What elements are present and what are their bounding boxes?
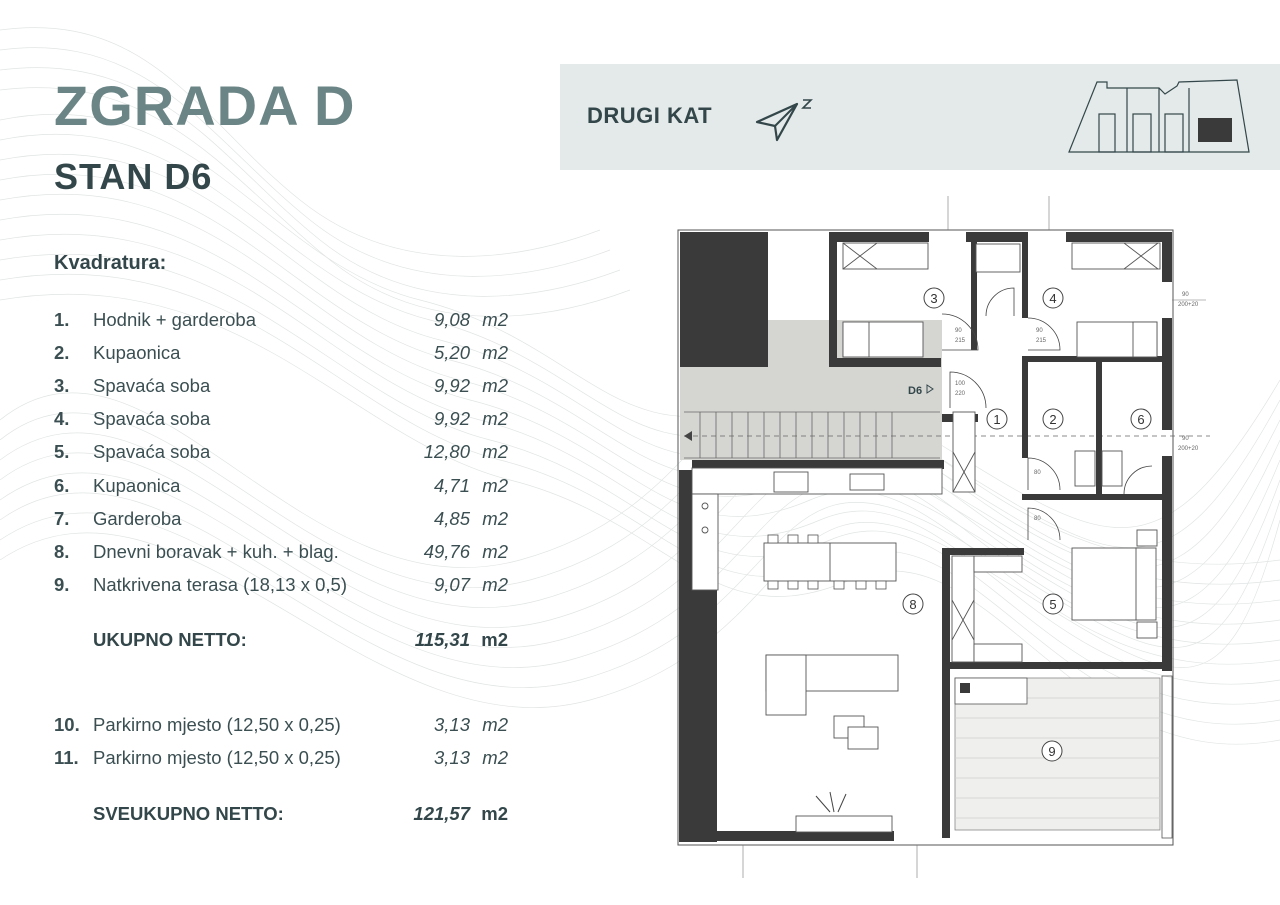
parking-number: 11. bbox=[54, 747, 79, 768]
door-label: 220 bbox=[955, 391, 966, 397]
room-row bbox=[54, 475, 508, 501]
door-label: 100 bbox=[955, 381, 966, 387]
room-number-1: 1 bbox=[993, 412, 1001, 427]
grand-total-unit: m2 bbox=[481, 803, 508, 824]
floor-plan bbox=[672, 190, 1212, 880]
net-total-value: 115,31 bbox=[414, 629, 470, 650]
parking-area: 3,13 bbox=[433, 714, 470, 735]
room-number: 5. bbox=[54, 441, 70, 462]
room-name: Dnevni boravak + kuh. + blag. bbox=[93, 541, 339, 562]
room-number-9: 9 bbox=[1048, 744, 1056, 759]
room-unit: m2 bbox=[482, 309, 508, 330]
room-area: 4,85 bbox=[433, 508, 470, 529]
net-total-unit: m2 bbox=[481, 629, 508, 650]
grand-total-value: 121,57 bbox=[413, 803, 470, 824]
window-label: 90 bbox=[1182, 436, 1189, 442]
room-area: 12,80 bbox=[423, 441, 470, 462]
room-row bbox=[54, 309, 508, 335]
room-unit: m2 bbox=[482, 475, 508, 496]
room-row bbox=[54, 441, 508, 467]
wall-block bbox=[680, 232, 768, 367]
window-label: 200+20 bbox=[1178, 446, 1199, 452]
room-number: 1. bbox=[54, 309, 70, 330]
door-label: 80 bbox=[1034, 470, 1041, 476]
room-name: Kupaonica bbox=[93, 342, 181, 363]
room-name: Hodnik + garderoba bbox=[93, 309, 257, 330]
room-area: 9,92 bbox=[433, 375, 470, 396]
room-number: 4. bbox=[54, 408, 70, 429]
window-label: 90 bbox=[1182, 292, 1189, 298]
parking-row bbox=[54, 747, 508, 773]
parking-area: 3,13 bbox=[433, 747, 470, 768]
room-number-2: 2 bbox=[1049, 412, 1057, 427]
door-label: 80 bbox=[1034, 516, 1041, 522]
room-number-3: 3 bbox=[930, 291, 938, 306]
north-arrow-icon bbox=[755, 94, 815, 144]
door-label: 215 bbox=[1036, 338, 1047, 344]
room-row bbox=[54, 408, 508, 434]
room-area: 9,07 bbox=[433, 574, 470, 595]
room-name: Spavaća soba bbox=[93, 375, 211, 396]
room-row bbox=[54, 508, 508, 534]
door-label: 90 bbox=[1036, 328, 1043, 334]
room-area: 9,08 bbox=[433, 309, 470, 330]
room-row bbox=[54, 574, 508, 600]
building-keyplan-icon bbox=[1067, 78, 1251, 154]
room-number-8: 8 bbox=[909, 597, 917, 612]
room-unit: m2 bbox=[482, 342, 508, 363]
room-row bbox=[54, 342, 508, 368]
room-unit: m2 bbox=[482, 408, 508, 429]
room-number: 7. bbox=[54, 508, 70, 529]
unit-tag: D6 bbox=[908, 385, 923, 397]
room-name: Kupaonica bbox=[93, 475, 181, 496]
building-title: ZGRADA D bbox=[54, 74, 356, 137]
room-area: 49,76 bbox=[423, 541, 470, 562]
parking-unit: m2 bbox=[482, 714, 508, 735]
area-section-title: Kvadratura: bbox=[54, 252, 167, 274]
room-area: 9,92 bbox=[433, 408, 470, 429]
door-label: 215 bbox=[955, 338, 966, 344]
parking-name: Parkirno mjesto (12,50 x 0,25) bbox=[93, 714, 341, 735]
parking-name: Parkirno mjesto (12,50 x 0,25) bbox=[93, 747, 341, 768]
floor-label: DRUGI KAT bbox=[587, 103, 713, 128]
room-unit: m2 bbox=[482, 441, 508, 462]
room-name: Spavaća soba bbox=[93, 408, 211, 429]
parking-number: 10. bbox=[54, 714, 80, 735]
room-number: 2. bbox=[54, 342, 70, 363]
net-total-row bbox=[93, 629, 508, 657]
room-unit: m2 bbox=[482, 508, 508, 529]
window-label: 200+20 bbox=[1178, 302, 1199, 308]
room-row bbox=[54, 541, 508, 567]
floor-banner bbox=[560, 64, 1280, 170]
room-name: Garderoba bbox=[93, 508, 182, 529]
room-area: 5,20 bbox=[433, 342, 470, 363]
room-number: 6. bbox=[54, 475, 70, 496]
room-number: 3. bbox=[54, 375, 70, 396]
room-unit: m2 bbox=[482, 541, 508, 562]
room-number: 8. bbox=[54, 541, 70, 562]
apartment-title: STAN D6 bbox=[54, 156, 213, 197]
net-total-label: UKUPNO NETTO: bbox=[93, 629, 247, 650]
parking-unit: m2 bbox=[482, 747, 508, 768]
room-unit: m2 bbox=[482, 375, 508, 396]
grand-total-label: SVEUKUPNO NETTO: bbox=[93, 803, 284, 824]
room-row bbox=[54, 375, 508, 401]
room-area: 4,71 bbox=[433, 475, 470, 496]
room-number-4: 4 bbox=[1049, 291, 1057, 306]
room-unit: m2 bbox=[482, 574, 508, 595]
room-number: 9. bbox=[54, 574, 70, 595]
room-name: Spavaća soba bbox=[93, 441, 211, 462]
room-number-5: 5 bbox=[1049, 597, 1057, 612]
parking-row bbox=[54, 714, 508, 740]
room-number-6: 6 bbox=[1137, 412, 1145, 427]
room-name: Natkrivena terasa (18,13 x 0,5) bbox=[93, 574, 347, 595]
door-label: 90 bbox=[955, 328, 962, 334]
grand-total-row bbox=[93, 803, 508, 831]
